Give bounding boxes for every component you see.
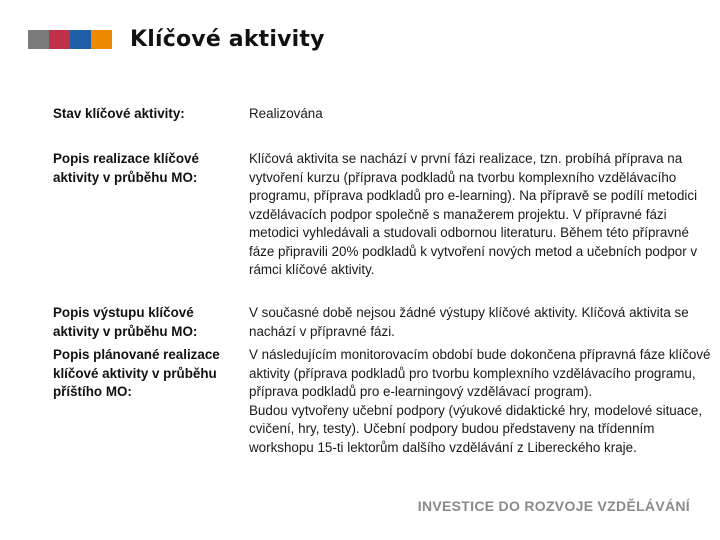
value-line: vytvoření kurzu (příprava podkladů na tvorbu komplexního vzdělávacího: [249, 169, 677, 185]
value-line: cvičení, hry, testy). Učební podpory budou představeny na třídenním: [249, 421, 655, 436]
brand-block-red: [49, 30, 70, 49]
row-label: Popis realizace klíčové aktivity v průběhu MO:: [53, 151, 199, 185]
row-label: Popis plánované realizace klíčové aktivity v průběhu příštího MO:: [53, 347, 220, 399]
value-line: rámci klíčové aktivity.: [249, 262, 375, 277]
row-value: [249, 304, 689, 341]
value-line: aktivity (příprava podkladů pro tvorbu komplexního vzdělávacího programu,: [249, 365, 696, 381]
row-label: Stav klíčové aktivity:: [53, 106, 185, 121]
value-line: metodici vyhledávali a studovali odbornou literaturu. Během této přípravné: [249, 225, 689, 240]
footer-slogan: INVESTICE DO ROZVOJE VZDĚLÁVÁNÍ: [417, 498, 690, 514]
value-line: Realizována: [249, 106, 323, 121]
value-line: V následujícím monitorovacím období bude dokončena přípravná fáze klíčové: [249, 347, 711, 362]
row-value: [249, 346, 711, 457]
brand-block-gray: [28, 30, 49, 49]
value-line: vzdělávacích podpor společně s manažerem projektu. V přípravné fázi: [249, 206, 667, 222]
value-line: nachází v přípravné fázi.: [249, 323, 395, 339]
value-line: příprava podkladů pro e-learningový vzdělávací program).: [249, 384, 593, 399]
row-value: [249, 105, 689, 124]
value-line: fáze připravili 20% podkladů k vytvoření nových metod a učebních podpor v: [249, 243, 698, 259]
brand-block-orange: [91, 30, 112, 49]
brand-logo-bar: [28, 30, 112, 49]
value-line: Budou vytvořeny učební podpory (výukové didaktické hry, modelové situace,: [249, 402, 703, 418]
value-line: V současné době nejsou žádné výstupy klíčové aktivity. Klíčová aktivita se: [249, 305, 689, 320]
page-title: Klíčové aktivity: [130, 27, 325, 52]
value-line: Klíčová aktivita se nachází v první fázi realizace, tzn. probíhá příprava na: [249, 151, 683, 166]
value-line: workshopu 15-ti lektorům dalšího vzdělávání z Libereckého kraje.: [249, 439, 637, 455]
value-line: programu, příprava podkladů pro e-learning). Na přípravě se podílí metodici: [249, 188, 698, 203]
row-value: [249, 150, 698, 280]
brand-block-blue: [70, 30, 91, 49]
row-label: Popis výstupu klíčové aktivity v průběhu MO:: [53, 305, 198, 339]
